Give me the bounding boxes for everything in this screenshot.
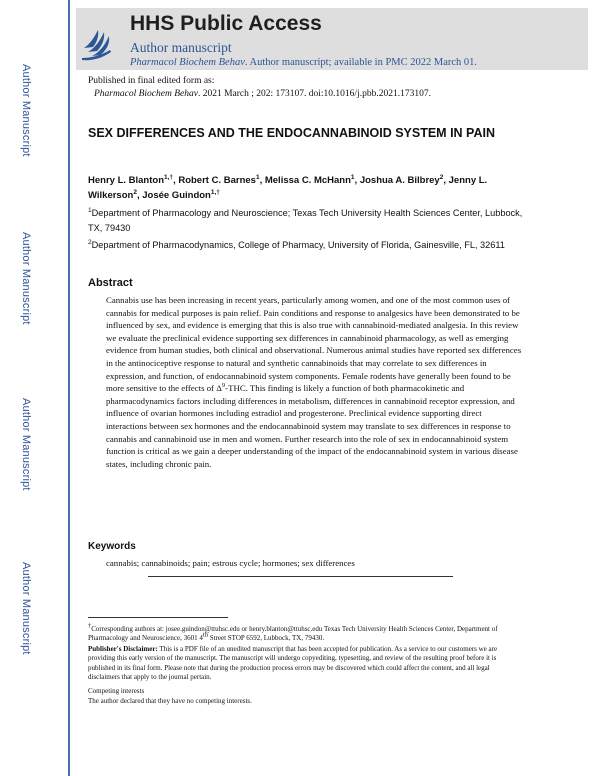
sidebar-label: Author Manuscript [20, 232, 32, 325]
content-divider [148, 576, 453, 577]
author: Josée Guindon [142, 190, 211, 201]
header-citation: Pharmacol Biochem Behav. Author manuscript; available in PMC 2022 March 01. [130, 57, 478, 68]
sidebar-divider [68, 0, 70, 776]
competing-interests-heading: Competing interests [88, 687, 145, 695]
footnote-divider [88, 617, 228, 618]
author: Joshua A. Bilbrey [359, 175, 440, 186]
publisher-disclaimer: Publisher's Disclaimer: This is a PDF file of an unedited manuscript that has been accepted for publication. As a service to our customers we are providing this early version of the manuscript. The manuscript will undergo copyediting, typesetting, and review of the resulting proof before it is published in its final form. Please note that during the production process errors may be discovered which could affect the content, and all legal disclaimers that apply to the journal pertain. [88, 645, 498, 682]
author: Jenny L. Wilkerson [88, 175, 488, 201]
abstract-heading: Abstract [88, 277, 133, 289]
sidebar-label: Author Manuscript [20, 398, 32, 491]
competing-interests-text: The author declared that they have no competing interests. [88, 697, 252, 705]
published-label: Published in final edited form as: [88, 76, 215, 86]
header-subtitle: Author manuscript [130, 40, 232, 55]
keywords-list: cannabis; cannabinoids; pain; estrous cycle; hormones; sex differences [106, 558, 355, 568]
corresponding-footnote: †Corresponding authors at: josee.guindon@ttuhsc.edu or henry.blanton@ttuhsc.edu Texas Tech University Health Sciences Center, Department of Pharmacology and Neuroscience, 3601 4th Street STOP 6592, Lubbock, TX, 79430. [88, 622, 498, 643]
paper-title: SEX DIFFERENCES AND THE ENDOCANNABINOID SYSTEM IN PAIN [88, 126, 495, 140]
abstract-body: Cannabis use has been increasing in recent years, particularly among women, and one of the most common uses of cannabis for medical purposes is pain relief. Pain conditions and response to analgesics have been demonstrated to be influenced by sex, and evidence is emerging that this is also true with cannabinoid-mediated analgesia. In this review we evaluate the preclinical evidence supporting sex differences in cannabinoid pharmacology, as well as emerging evidence from human studies, both clinical and observational. Numerous animal studies have reported sex differences in the antinociceptive response to natural and synthetic cannabinoids that may correlate to sex differences in expression, and function, of endocannabinoid system components. Female rodents have generally been found to be more sensitive to the effects of $\Delta^9$-THC. This finding is likely a function of both pharmacokinetic and pharmacodynamics factors including differences in metabolism, differences in cannabinoid receptor expression, and influence of ovarian hormones including estradiol and progesterone. Preclinical evidence supporting direct interactions between sex hormones and the endocannabinoid system may translate to sex differences in response to cannabis and cannabinoid use in men and women. Further research into the role of sex in endocannabinoid system function is critical as we gain a deeper understanding of the impact of the endocannabinoid system in various disease states, including chronic pain. [106, 295, 522, 469]
affiliation: $^2$Department of Pharmacodynamics, College of Pharmacy, University of Florida, Gainesville, FL, 32611 [88, 238, 505, 250]
author: Henry L. Blanton [88, 175, 165, 186]
author: Melissa C. McHann [264, 175, 351, 186]
hhs-eagle-logo-icon [80, 18, 114, 62]
keywords-heading: Keywords [88, 541, 136, 552]
header-title: HHS Public Access [130, 12, 322, 35]
author-list: Henry L. Blanton$^{1,\dagger}$, Robert C. Barnes$^1$, Melissa C. McHann$^1$, Joshua A. Bilbrey$^2$, Jenny L. Wilkerson$^2$, Josée Guindon$^{1,\dagger}$ [88, 173, 488, 201]
sidebar-label: Author Manuscript [20, 562, 32, 655]
sidebar-label: Author Manuscript [20, 64, 32, 157]
author: Robert C. Barnes [178, 175, 256, 186]
published-citation: Pharmacol Biochem Behav. 2021 March ; 202: 173107. doi:10.1016/j.pbb.2021.173107. [94, 89, 431, 99]
affiliation: $^1$Department of Pharmacology and Neuroscience; Texas Tech University Health Sciences Center, Lubbock, TX, 79430 [88, 206, 523, 233]
